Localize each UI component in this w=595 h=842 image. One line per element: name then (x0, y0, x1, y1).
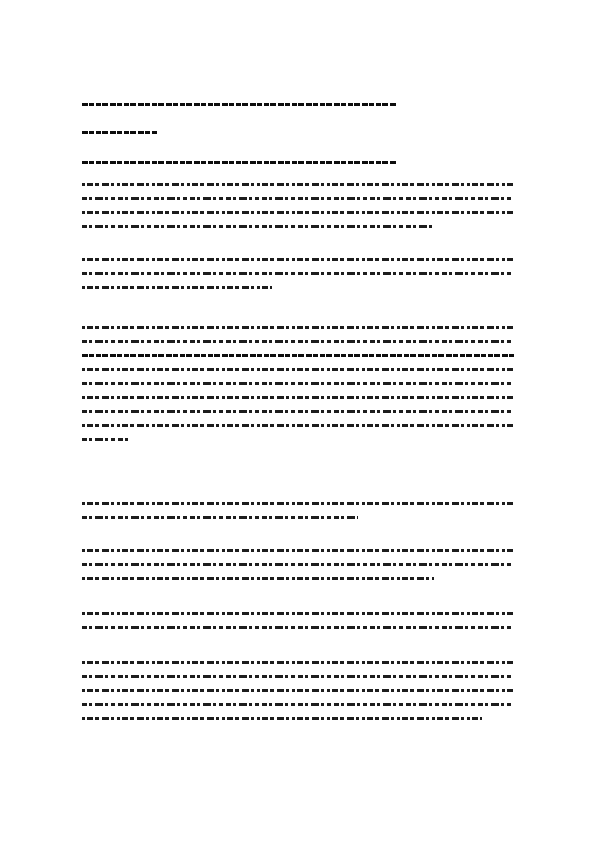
paragraph-line (82, 549, 514, 552)
paragraph-line (82, 286, 272, 289)
paragraph-line (82, 197, 514, 200)
paragraph-line (82, 396, 514, 399)
paragraph-line (82, 161, 396, 164)
paragraph-2 (82, 258, 514, 289)
paragraph-4 (82, 502, 514, 519)
paragraph-line (82, 612, 514, 615)
paragraph-line (82, 225, 432, 228)
paragraph-line (82, 703, 514, 706)
paragraph-line (82, 516, 358, 519)
paragraph-3 (82, 326, 514, 441)
paragraph-line (82, 502, 514, 505)
paragraph-line (82, 675, 514, 678)
paragraph-line (82, 272, 514, 275)
subtitle-text-line (82, 131, 158, 134)
paragraph-line (82, 563, 514, 566)
paragraph-line (82, 211, 514, 214)
paragraph-line (82, 340, 514, 343)
paragraph-line (82, 717, 482, 720)
paragraph-5 (82, 549, 514, 580)
paragraph-7 (82, 661, 514, 720)
paragraph-line (82, 368, 514, 371)
paragraph-line (82, 382, 514, 385)
paragraph-line (82, 326, 514, 329)
title-text-line (82, 103, 396, 106)
paragraph-line (82, 626, 514, 629)
document-title (82, 103, 396, 106)
paragraph-line (82, 410, 514, 413)
paragraph-line (82, 577, 434, 580)
paragraph-line (82, 424, 514, 427)
paragraph-line (82, 258, 514, 261)
document-subtitle (82, 131, 158, 134)
paragraph-6 (82, 612, 514, 629)
paragraph-line (82, 689, 514, 692)
paragraph-line (82, 661, 514, 664)
paragraph-line (82, 183, 514, 186)
paragraph-1 (82, 161, 514, 228)
paragraph-line (82, 354, 514, 357)
paragraph-line (82, 438, 128, 441)
